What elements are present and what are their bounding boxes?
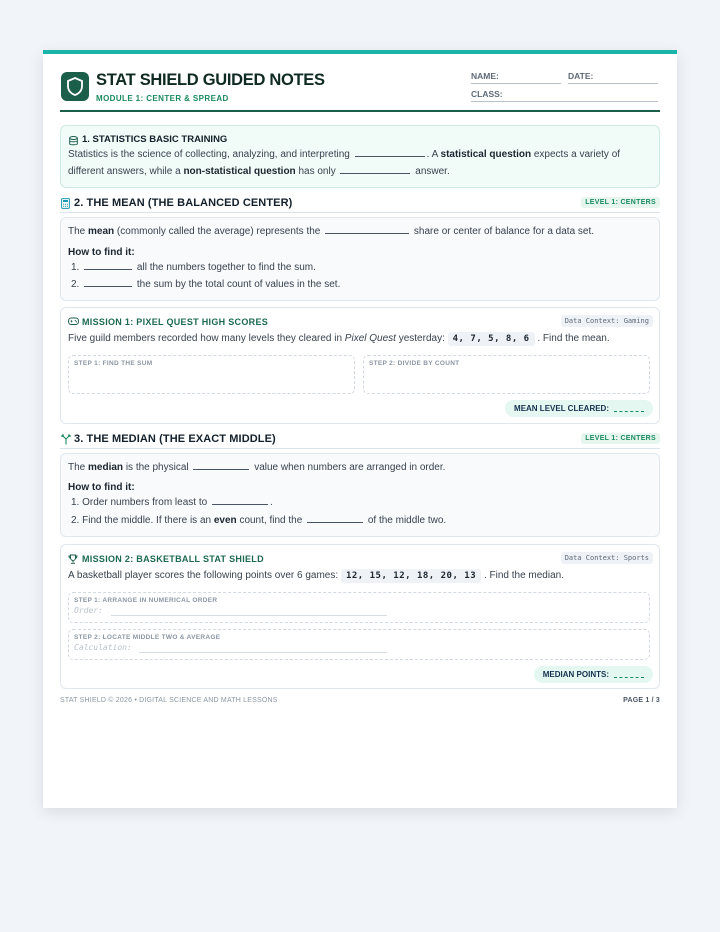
section-body: Statistics is the science of collecting, analyzing, and interpreting . A statistical question expects a variety of different answers, while a non-statistical question has only answer. (68, 149, 621, 177)
blank-line[interactable] (212, 504, 268, 505)
blank-line[interactable] (193, 469, 249, 470)
class-field[interactable] (471, 89, 503, 99)
level-badge: LEVEL 1: CENTERS (581, 433, 660, 444)
class-label: CLASS: (471, 89, 503, 99)
mission-title: MISSION 1: PIXEL QUEST HIGH SCORES (82, 317, 269, 327)
step-1-work-area[interactable]: STEP 1: ARRANGE IN NUMERICAL ORDER Order: (68, 592, 650, 623)
mission-1-card (60, 307, 660, 424)
mean-step-1: 1. all the numbers together to find the sum. (71, 262, 316, 273)
mean-step-2: 2. the sum by the total count of values in the set. (71, 279, 341, 290)
section-title: 3. THE MEDIAN (THE EXACT MIDDLE) (74, 433, 276, 445)
shield-logo-icon (61, 72, 89, 101)
how-to-heading: How to find it: (68, 247, 135, 258)
mission-title: MISSION 2: BASKETBALL STAT SHIELD (82, 554, 264, 564)
module-subtitle: MODULE 1: CENTER & SPREAD (96, 94, 229, 103)
median-answer-box[interactable]: MEDIAN POINTS: (534, 666, 653, 683)
page-title: STAT SHIELD GUIDED NOTES (96, 71, 325, 89)
data-set: 4, 7, 5, 8, 6 (448, 332, 535, 346)
gamepad-icon (68, 317, 79, 326)
name-field[interactable] (471, 71, 499, 81)
mean-definition: The mean (commonly called the average) represents the share or center of balance for a data set. (68, 226, 595, 237)
section-median-header (60, 431, 660, 449)
worksheet-header (60, 54, 660, 112)
worksheet-page (43, 50, 677, 808)
mission-prompt: Five guild members recorded how many levels they cleared in Pixel Quest yesterday: 4, 7, 5, 8, 6 . Find the mean. (68, 333, 610, 344)
section-mean-header (60, 195, 660, 213)
section-title: 2. THE MEAN (THE BALANCED CENTER) (74, 197, 293, 209)
section-median-body (60, 453, 660, 537)
section-mean-body (60, 217, 660, 301)
mission-prompt: A basketball player scores the following points over 6 games: 12, 15, 12, 18, 20, 13 . Find the median. (68, 570, 564, 581)
step-2-work-area[interactable]: STEP 2: LOCATE MIDDLE TWO & AVERAGE Calculation: (68, 629, 650, 660)
data-context-tag: Data Context: Sports (561, 552, 653, 564)
median-step-1: 1. Order numbers from least to . (71, 497, 273, 508)
blank-line[interactable] (340, 173, 410, 174)
date-field[interactable] (568, 71, 593, 81)
mean-answer-box[interactable]: MEAN LEVEL CLEARED: (505, 400, 653, 417)
page-footer (60, 697, 660, 704)
blank-line[interactable] (355, 156, 425, 157)
level-badge: LEVEL 1: CENTERS (581, 197, 660, 208)
mission-2-card (60, 544, 660, 689)
step-1-work-area[interactable]: STEP 1: FIND THE SUM (68, 355, 355, 394)
trophy-icon (68, 554, 78, 564)
data-set: 12, 15, 12, 18, 20, 13 (341, 569, 481, 583)
blank-line[interactable] (307, 522, 363, 523)
blank-line[interactable] (84, 269, 132, 270)
section-title: 1. STATISTICS BASIC TRAINING (82, 134, 228, 145)
name-label: NAME: (471, 71, 499, 81)
database-icon (69, 136, 78, 146)
step-2-work-area[interactable]: STEP 2: DIVIDE BY COUNT (363, 355, 650, 394)
date-label: DATE: (568, 71, 594, 81)
data-context-tag: Data Context: Gaming (561, 315, 653, 327)
blank-line[interactable] (84, 286, 132, 287)
section-statistics-basic-training (60, 125, 660, 188)
calculator-icon (61, 198, 70, 209)
median-step-2: 2. Find the middle. If there is an even count, find the of the middle two. (71, 515, 447, 526)
how-to-heading: How to find it: (68, 482, 135, 493)
split-arrows-icon (61, 434, 71, 445)
footer-copyright: STAT SHIELD © 2026 • DIGITAL SCIENCE AND MATH LESSONS (60, 697, 278, 704)
page-number: PAGE 1 / 3 (623, 697, 660, 704)
blank-line[interactable] (325, 233, 409, 234)
median-definition: The median is the physical value when numbers are arranged in order. (68, 462, 446, 473)
